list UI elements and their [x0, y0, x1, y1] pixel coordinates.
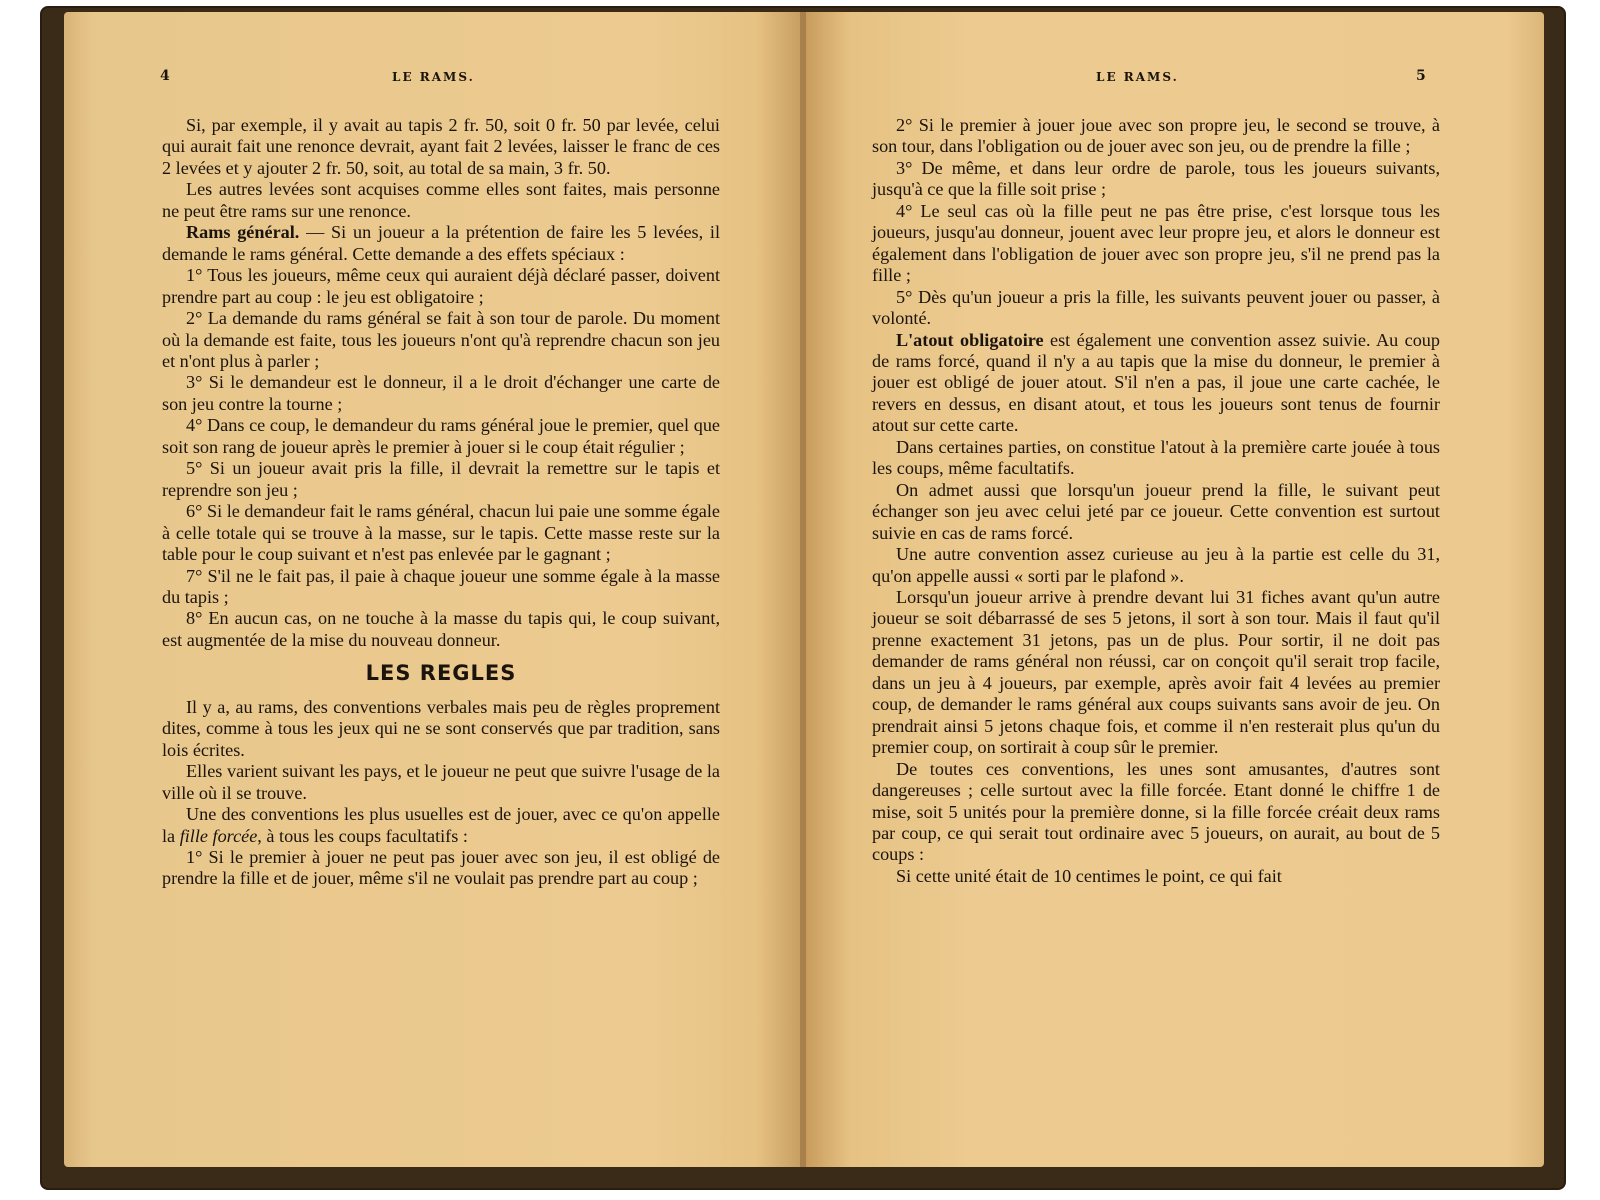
list-item: 5° Si un joueur avait pris la fille, il devrait la remettre sur le tapis et reprendre son jeu ; [162, 458, 720, 500]
list-item: 2° Si le premier à jouer joue avec son propre jeu, le second se trouve, à son tour, dans l'obligation ou de jouer avec son jeu, ou de prendre la fille ; [872, 115, 1440, 157]
left-page [64, 12, 800, 1167]
rams-general-text: — Si un joueur a la prétention de faire les 5 levées, il demande le rams général. Cette demande a des effets spéciaux : [162, 222, 721, 264]
fille-forcee-paragraph [162, 804, 720, 847]
list-item: 2° La demande du rams général se fait à son tour de parole. Du moment où la demande est faite, tous les joueurs n'ont qu'à reprendre chacun son jeu et n'ont plus à parler ; [162, 308, 720, 371]
paragraph: Lorsqu'un joueur arrive à prendre devant lui 31 fiches avant qu'un autre joueur se soit débarrassé de ses 5 jetons, il sort à son tour. Mais il faut qu'il prenne exactement 31 jetons, pas un de plus. Pour sortir, il ne doit pas demander de rams général non réussi, car on conçoit qu'il serait trop facile, dans un jeu à 4 joueurs, par exemple, après avoir fait 4 levées au premier coup, de demander le rams général aux coups suivants sans avoir de jeu. On prendrait ainsi 5 jetons chaque fois, et comme il n'en resterait plus qu'un du premier coup, on sortirait à coup sûr le premier. [872, 586, 1440, 758]
rams-general-heading: Rams général. [186, 222, 300, 243]
list-item: 4° Dans ce coup, le demandeur du rams général joue le premier, quel que soit son rang de joueur après le premier à jouer si le coup était régulier ; [162, 415, 720, 457]
paragraph: Si, par exemple, il y avait au tapis 2 fr. 50, soit 0 fr. 50 par levée, celui qui aurait fait une renonce devrait, ayant fait 2 levées, laisser le franc de ces 2 levées et y ajouter 2 fr. 50, soit, au total de sa main, 3 fr. 50. [162, 115, 720, 178]
paragraph: De toutes ces conventions, les unes sont amusantes, d'autres sont dangereuses ; celle surtout avec la fille forcée. Etant donné le chiffre 1 de mise, soit 5 unités pour la première donne, si la fille forcée créait deux rams par coup, ce qui serait tout ordinaire avec 5 joueurs, on aurait, au bout de 5 coups : [872, 758, 1440, 865]
paragraph: On admet aussi que lorsqu'un joueur prend la fille, le suivant peut échanger son jeu avec celui jeté par ce joueur. Cette convention est surtout suivie en cas de rams forcé. [872, 479, 1440, 543]
text-span: Une des conventions les plus usuelles est de jouer, avec ce qu'on appelle la [162, 804, 720, 846]
italic-term: fille forcée [179, 825, 258, 846]
right-page [806, 12, 1544, 1167]
list-item: 3° De même, et dans leur ordre de parole, tous les joueurs suivants, jusqu'à ce que la fille soit prise ; [872, 157, 1440, 200]
list-item: 8° En aucun cas, on ne touche à la masse du tapis qui, le coup suivant, est augmentée de la mise du nouveau donneur. [162, 608, 720, 650]
list-item: 1° Si le premier à jouer ne peut pas jouer avec son jeu, il est obligé de prendre la fille et de jouer, même s'il ne voulait pas prendre part au coup ; [162, 846, 720, 889]
paragraph: Une autre convention assez curieuse au jeu à la partie est celle du 31, qu'on appelle aussi « sorti par le plafond ». [872, 544, 1440, 586]
text-span: , à tous les coups facultatifs : [257, 825, 468, 846]
atout-heading: L'atout obligatoire [896, 329, 1044, 350]
page-body [872, 115, 1440, 887]
paragraph: Il y a, au rams, des conventions verbales mais peu de règles proprement dites, comme à tous les jeux qui ne se sont conservés que par tradition, sans lois écrites. [162, 696, 720, 760]
paragraph: Elles varient suivant les pays, et le joueur ne peut que suivre l'usage de la ville où il se trouve. [162, 761, 720, 803]
page-number: 5 [1416, 68, 1426, 84]
list-item: 6° Si le demandeur fait le rams général, chacun lui paie une somme égale à celle totale qui se trouve à la masse, sur le tapis. Cette masse reste sur la table pour le coup suivant et n'est pas enlevée par le gagnant ; [162, 501, 720, 565]
list-item: 1° Tous les joueurs, même ceux qui auraient déjà déclaré passer, doivent prendre part au coup : le jeu est obligatoire ; [162, 265, 720, 307]
paragraph: Les autres levées sont acquises comme elles sont faites, mais personne ne peut être rams sur une renonce. [162, 179, 720, 221]
rams-general-paragraph [162, 222, 720, 265]
running-head: LE RAMS. [1096, 70, 1179, 84]
list-item: 4° Le seul cas où la fille peut ne pas être prise, c'est lorsque tous les joueurs, jusqu'au donneur, jouent avec leur propre jeu, et alors le donneur est également dans l'obligation de jouer avec son propre jeu, s'il ne prend pas la fille ; [872, 200, 1440, 286]
paragraph: Dans certaines parties, on constitue l'atout à la première carte jouée à tous les coups, même facultatifs. [872, 436, 1440, 479]
list-item: 3° Si le demandeur est le donneur, il a le droit d'échanger une carte de son jeu contre la tourne ; [162, 372, 720, 414]
atout-paragraph [872, 330, 1440, 437]
page-number: 4 [160, 68, 170, 84]
list-item: 7° S'il ne le fait pas, il paie à chaque joueur une somme égale à la masse du tapis ; [162, 565, 720, 607]
paragraph: Si cette unité était de 10 centimes le point, ce qui fait [896, 865, 1282, 886]
list-item: 5° Dès qu'un joueur a pris la fille, les suivants peuvent jouer ou passer, à volonté. [872, 286, 1440, 329]
section-title: LES REGLES [365, 661, 517, 686]
page-body [162, 115, 720, 890]
atout-text: est également une convention assez suivie. Au coup de rams forcé, quand il n'y a au tapis que la mise du donneur, le premier à jouer est obligé de jouer atout. S'il n'en a pas, il joue une carte cachée, le revers en dessus, en disant atout, et tous les joueurs sont tenus de fournir atout sur cette carte. [872, 329, 1440, 436]
running-head: LE RAMS. [392, 70, 475, 84]
